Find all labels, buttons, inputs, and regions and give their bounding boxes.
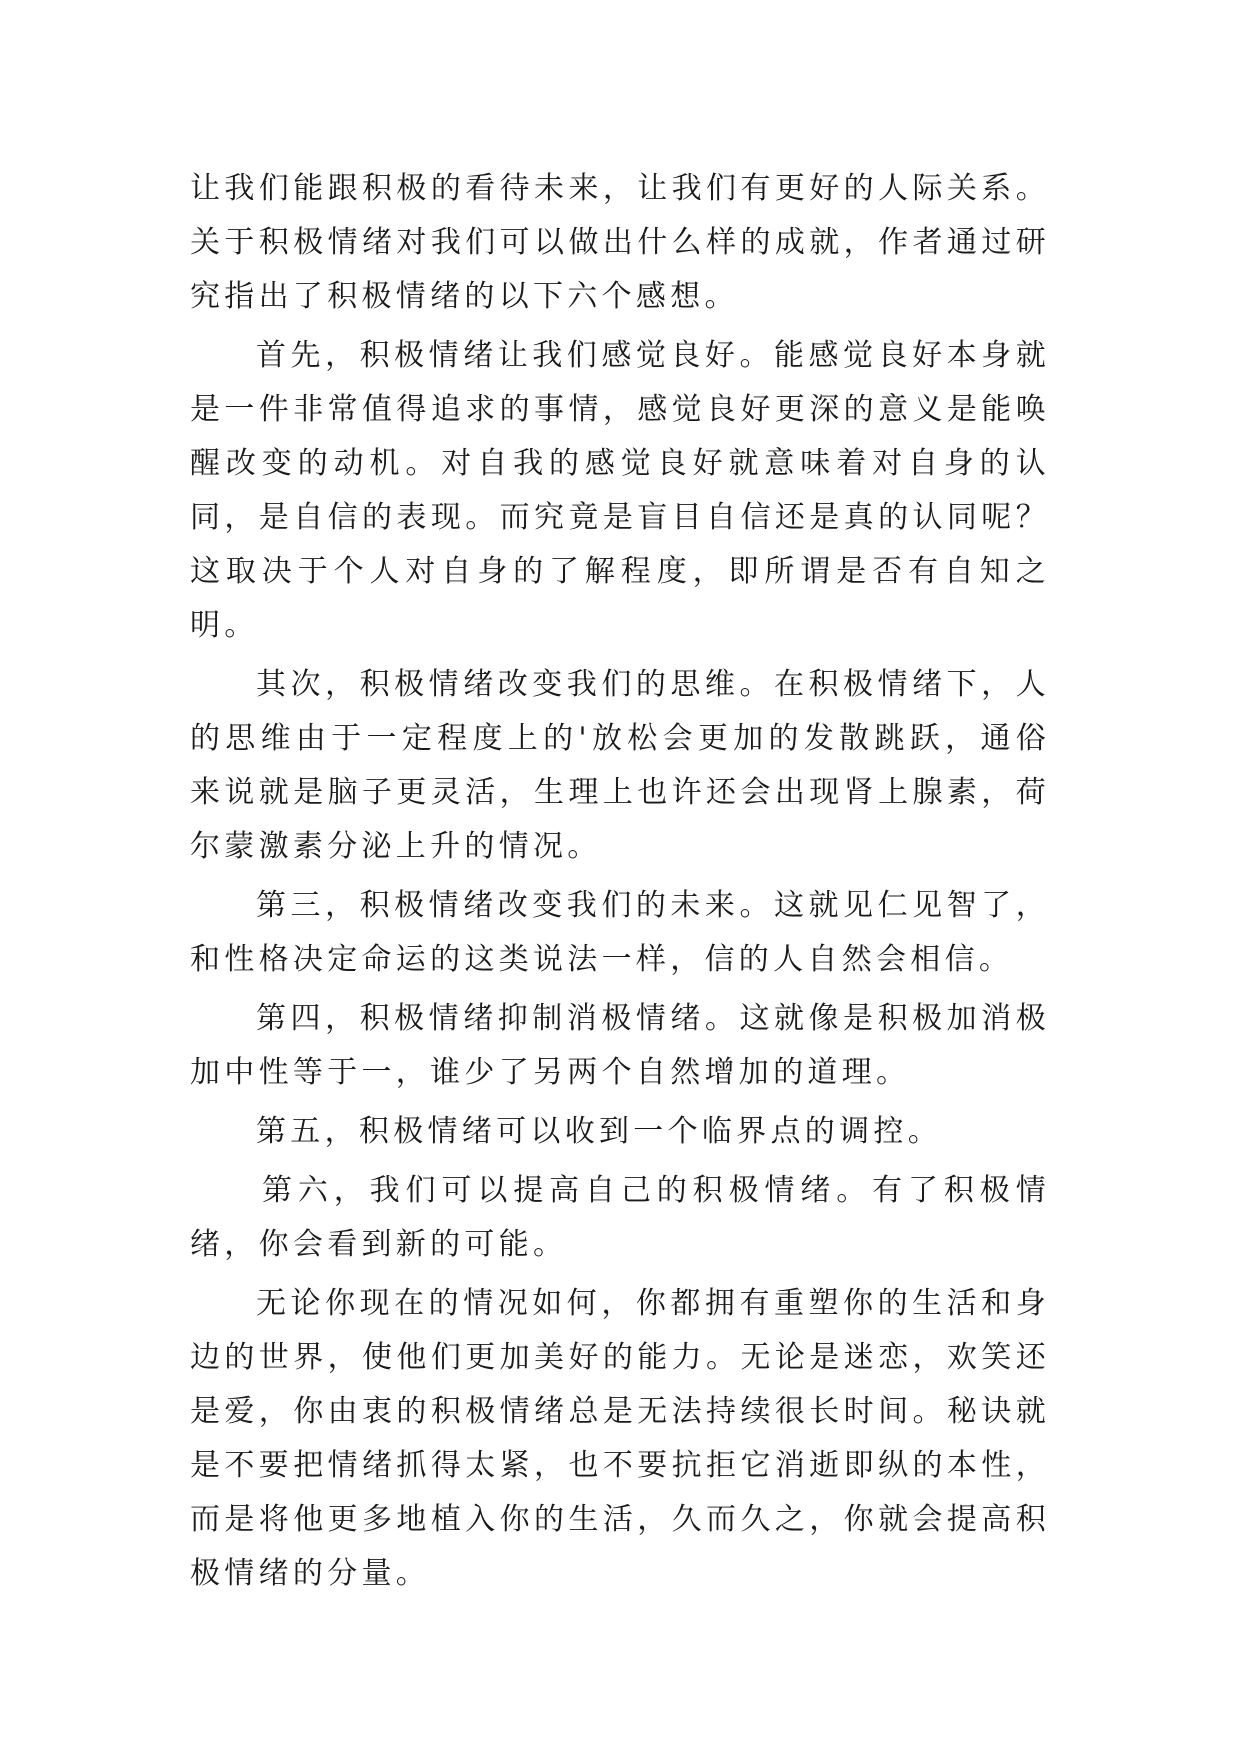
paragraph-third-point: 第三，积极情绪改变我们的未来。这就见仁见智了，和性格决定命运的这类说法一样，信的人自然会相信。 <box>190 888 1050 977</box>
paragraph-fifth-point: 第五，积极情绪可以收到一个临界点的调控。 <box>256 1114 942 1149</box>
paragraph-sixth-point: 第六，我们可以提高自己的积极情绪。有了积极情绪，你会看到新的可能。 <box>190 1173 1050 1262</box>
paragraph-conclusion: 无论你现在的情况如何，你都拥有重塑你的生活和身边的世界，使他们更加美好的能力。无论是迷恋，欢笑还是爱，你由衷的积极情绪总是无法持续很长时间。秘诀就是不要把情绪抓得太紧，也不要抗拒它消逝即纵的本性，而是将他更多地植入你的生活，久而久之，你就会提高积极情绪的分量。 <box>190 1286 1050 1591</box>
body-text <box>190 162 1050 1606</box>
paragraph-continuation: 让我们能跟积极的看待未来，让我们有更好的人际关系。关于积极情绪对我们可以做出什么样的成就，作者通过研究指出了积极情绪的以下六个感想。 <box>190 171 1050 314</box>
paragraph-second-point: 其次，积极情绪改变我们的思维。在积极情绪下，人的思维由于一定程度上的'放松会更加的发散跳跃，通俗来说就是脑子更灵活，生理上也许还会出现肾上腺素，荷尔蒙激素分泌上升的情况。 <box>190 667 1050 864</box>
paragraph-first-point: 首先，积极情绪让我们感觉良好。能感觉良好本身就是一件非常值得追求的事情，感觉良好更深的意义是能唤醒改变的动机。对自我的感觉良好就意味着对自身的认同，是自信的表现。而究竟是盲目自信还是真的认同呢？这取决于个人对自身的了解程度，即所谓是否有自知之明。 <box>190 338 1050 643</box>
paragraph-fourth-point: 第四，积极情绪抑制消极情绪。这就像是积极加消极加中性等于一，谁少了另两个自然增加的道理。 <box>190 1001 1050 1090</box>
